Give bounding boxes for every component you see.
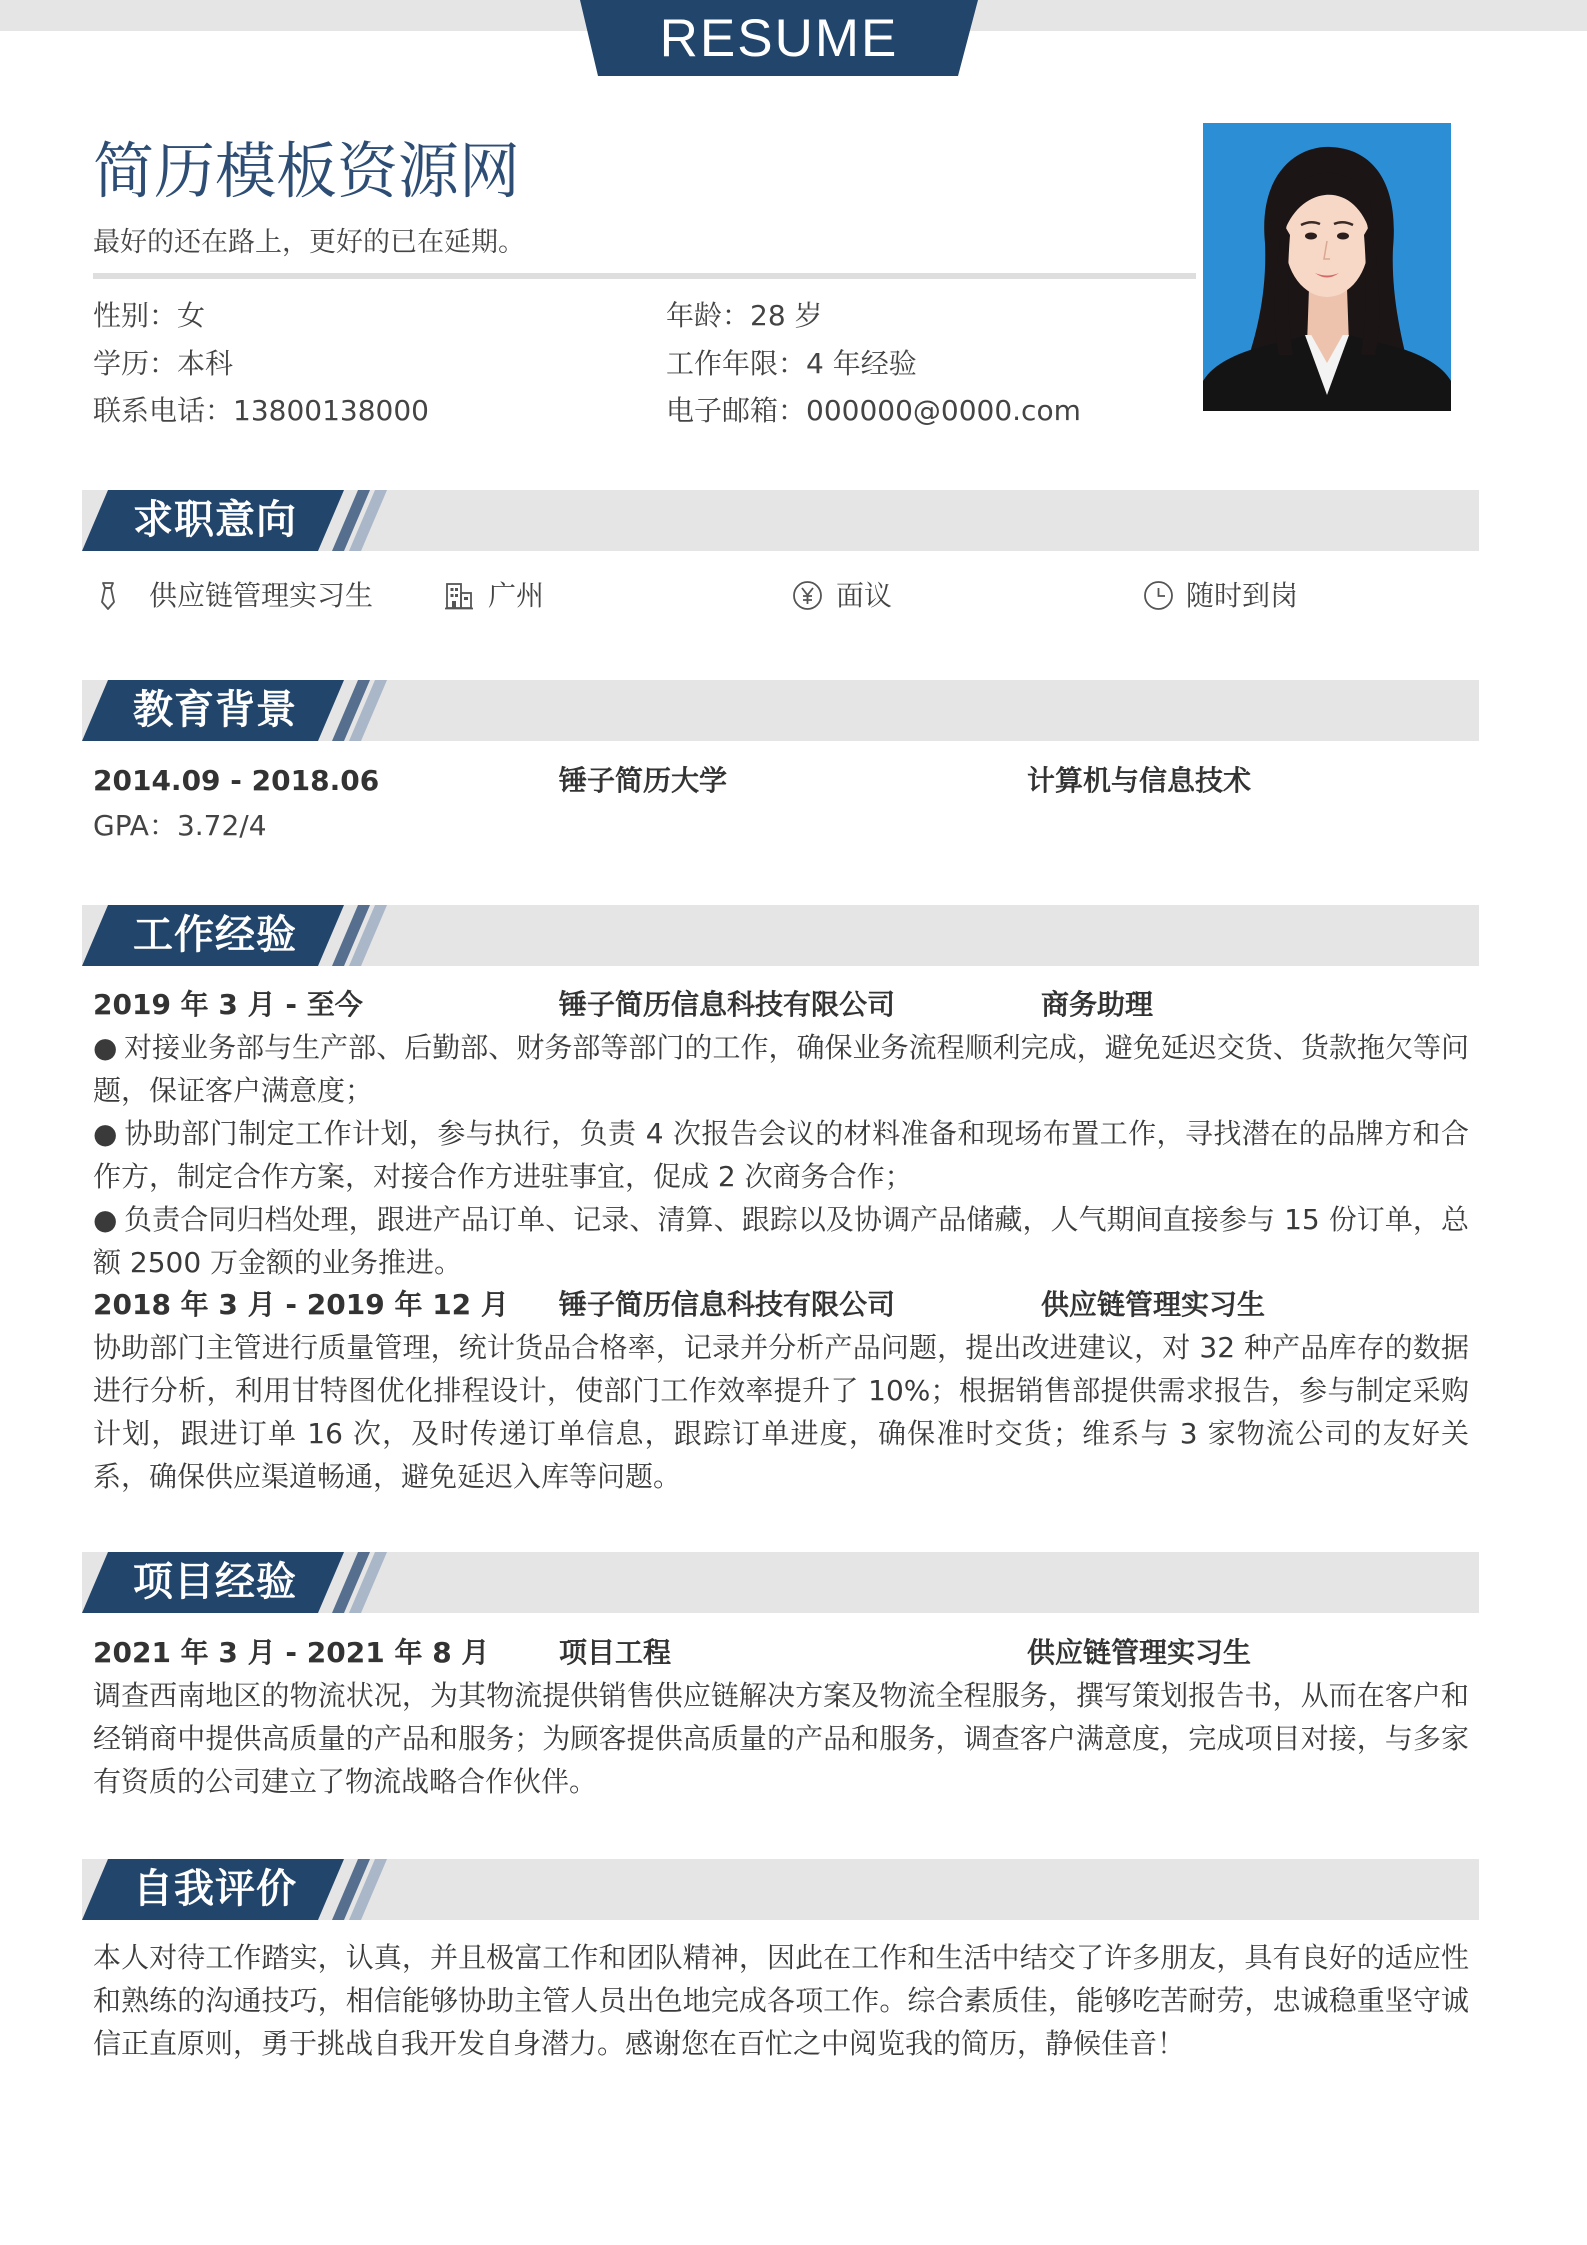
intention-position-text: 供应链管理实习生	[149, 579, 374, 612]
list-item	[93, 1026, 1469, 1112]
section-header-work	[82, 905, 1479, 966]
info-age	[666, 295, 823, 337]
banner-title: RESUME	[659, 9, 899, 68]
info-work-years	[666, 343, 917, 385]
education-school: 锤子简历大学	[559, 764, 728, 797]
building-icon	[444, 581, 474, 611]
candidate-motto: 最好的还在路上，更好的已在延期。	[93, 227, 525, 258]
section-title: 工作经验	[133, 912, 297, 958]
info-label: 年龄：	[666, 299, 751, 332]
work-bullet-list	[93, 1026, 1469, 1284]
work-period: 2019 年 3 月 - 至今	[93, 988, 363, 1021]
section-header-intention	[82, 490, 1479, 551]
section-title: 教育背景	[133, 687, 297, 733]
bullet-text: 对接业务部与生产部、后勤部、财务部等部门的工作，确保业务流程顺利完成，避免延迟交货、货款拖欠等问题，保证客户满意度；	[93, 1031, 1469, 1107]
profile-photo	[1203, 123, 1451, 411]
bullet-dot: ●	[93, 1117, 118, 1150]
info-label: 电子邮箱：	[666, 394, 807, 427]
section-title: 项目经验	[133, 1559, 297, 1605]
resume-banner	[580, 0, 978, 76]
clock-icon	[1143, 580, 1174, 611]
tie-icon	[97, 581, 119, 611]
bullet-text: 协助部门制定工作计划，参与执行，负责 4 次报告会议的材料准备和现场布置工作，寻找潜在的品牌方和合作方，制定合作方案，对接合作方进驻事宜，促成 2 次商务合作；	[93, 1117, 1469, 1193]
bullet-dot: ●	[93, 1203, 118, 1236]
project-period: 2021 年 3 月 - 2021 年 8 月	[93, 1636, 490, 1669]
section-title: 自我评价	[133, 1866, 297, 1912]
intention-salary	[792, 574, 892, 617]
candidate-name: 简历模板资源网	[93, 136, 521, 207]
intention-city	[444, 574, 544, 617]
section-header-projects	[82, 1552, 1479, 1613]
self-evaluation-text: 本人对待工作踏实，认真，并且极富工作和团队精神，因此在工作和生活中结交了许多朋友，具有良好的适应性和熟练的沟通技巧，相信能够协助主管人员出色地完成各项工作。综合素质佳，能够吃苦耐劳，忠诚稳重坚守诚信正直原则，勇于挑战自我开发自身潜力。感谢您在百忙之中阅览我的简历，静候佳音！	[93, 1941, 1469, 2060]
info-label: 工作年限：	[666, 347, 807, 380]
info-value: 4 年经验	[806, 347, 917, 380]
project-description: 调查西南地区的物流状况，为其物流提供销售供应链解决方案及物流全程服务，撰写策划报告书，从而在客户和经销商中提供高质量的产品和服务；为顾客提供高质量的产品和服务，调查客户满意度，完成项目对接，与多家有资质的公司建立了物流战略合作伙伴。	[93, 1679, 1469, 1798]
education-period: 2014.09 - 2018.06	[93, 764, 380, 797]
intention-availability	[1143, 574, 1298, 617]
info-value: 000000@0000.com	[806, 394, 1081, 427]
work-company: 锤子简历信息科技有限公司	[559, 1288, 896, 1321]
intention-position	[97, 574, 373, 617]
work-description: 协助部门主管进行质量管理，统计货品合格率，记录并分析产品问题，提出改进建议，对 32 种产品库存的数据进行分析，利用甘特图优化排程设计，使部门工作效率提升了 10%；根据销售部提供需求报告，参与制定采购计划，跟进订单 16 次，及时传递订单信息，跟踪订单进度，确保准时交货；维系与 3 家物流公司的友好关系，确保供应渠道畅通，避免延迟入库等问题。	[93, 1331, 1469, 1493]
info-value: 13800138000	[233, 394, 429, 427]
profile-divider	[93, 273, 1196, 279]
info-value: 女	[177, 299, 206, 332]
info-education-level	[93, 343, 233, 385]
info-email	[666, 390, 1081, 432]
portrait-image	[1203, 123, 1451, 411]
section-header-education	[82, 680, 1479, 741]
list-item	[93, 1198, 1469, 1284]
yen-icon	[792, 580, 823, 611]
intention-city-text: 广州	[488, 579, 545, 612]
info-value: 本科	[177, 347, 234, 380]
work-role: 供应链管理实习生	[1041, 1288, 1266, 1321]
info-label: 学历：	[93, 347, 178, 380]
education-major: 计算机与信息技术	[1027, 764, 1252, 797]
info-gender	[93, 295, 205, 337]
education-gpa: GPA：3.72/4	[93, 809, 267, 842]
work-period: 2018 年 3 月 - 2019 年 12 月	[93, 1288, 509, 1321]
info-label: 性别：	[93, 299, 178, 332]
info-phone	[93, 390, 429, 432]
work-company: 锤子简历信息科技有限公司	[559, 988, 896, 1021]
project-name: 项目工程	[559, 1636, 672, 1669]
bullet-dot: ●	[93, 1031, 118, 1064]
intention-salary-text: 面议	[836, 579, 893, 612]
list-item	[93, 1112, 1469, 1198]
project-role: 供应链管理实习生	[1027, 1636, 1252, 1669]
section-title: 求职意向	[133, 497, 297, 543]
info-label: 联系电话：	[93, 394, 234, 427]
work-role: 商务助理	[1041, 988, 1154, 1021]
info-value: 28 岁	[750, 299, 823, 332]
intention-availability-text: 随时到岗	[1186, 579, 1299, 612]
section-header-self-evaluation	[82, 1859, 1479, 1920]
bullet-text: 负责合同归档处理，跟进产品订单、记录、清算、跟踪以及协调产品储藏，人气期间直接参与 15 份订单，总额 2500 万金额的业务推进。	[93, 1203, 1469, 1279]
